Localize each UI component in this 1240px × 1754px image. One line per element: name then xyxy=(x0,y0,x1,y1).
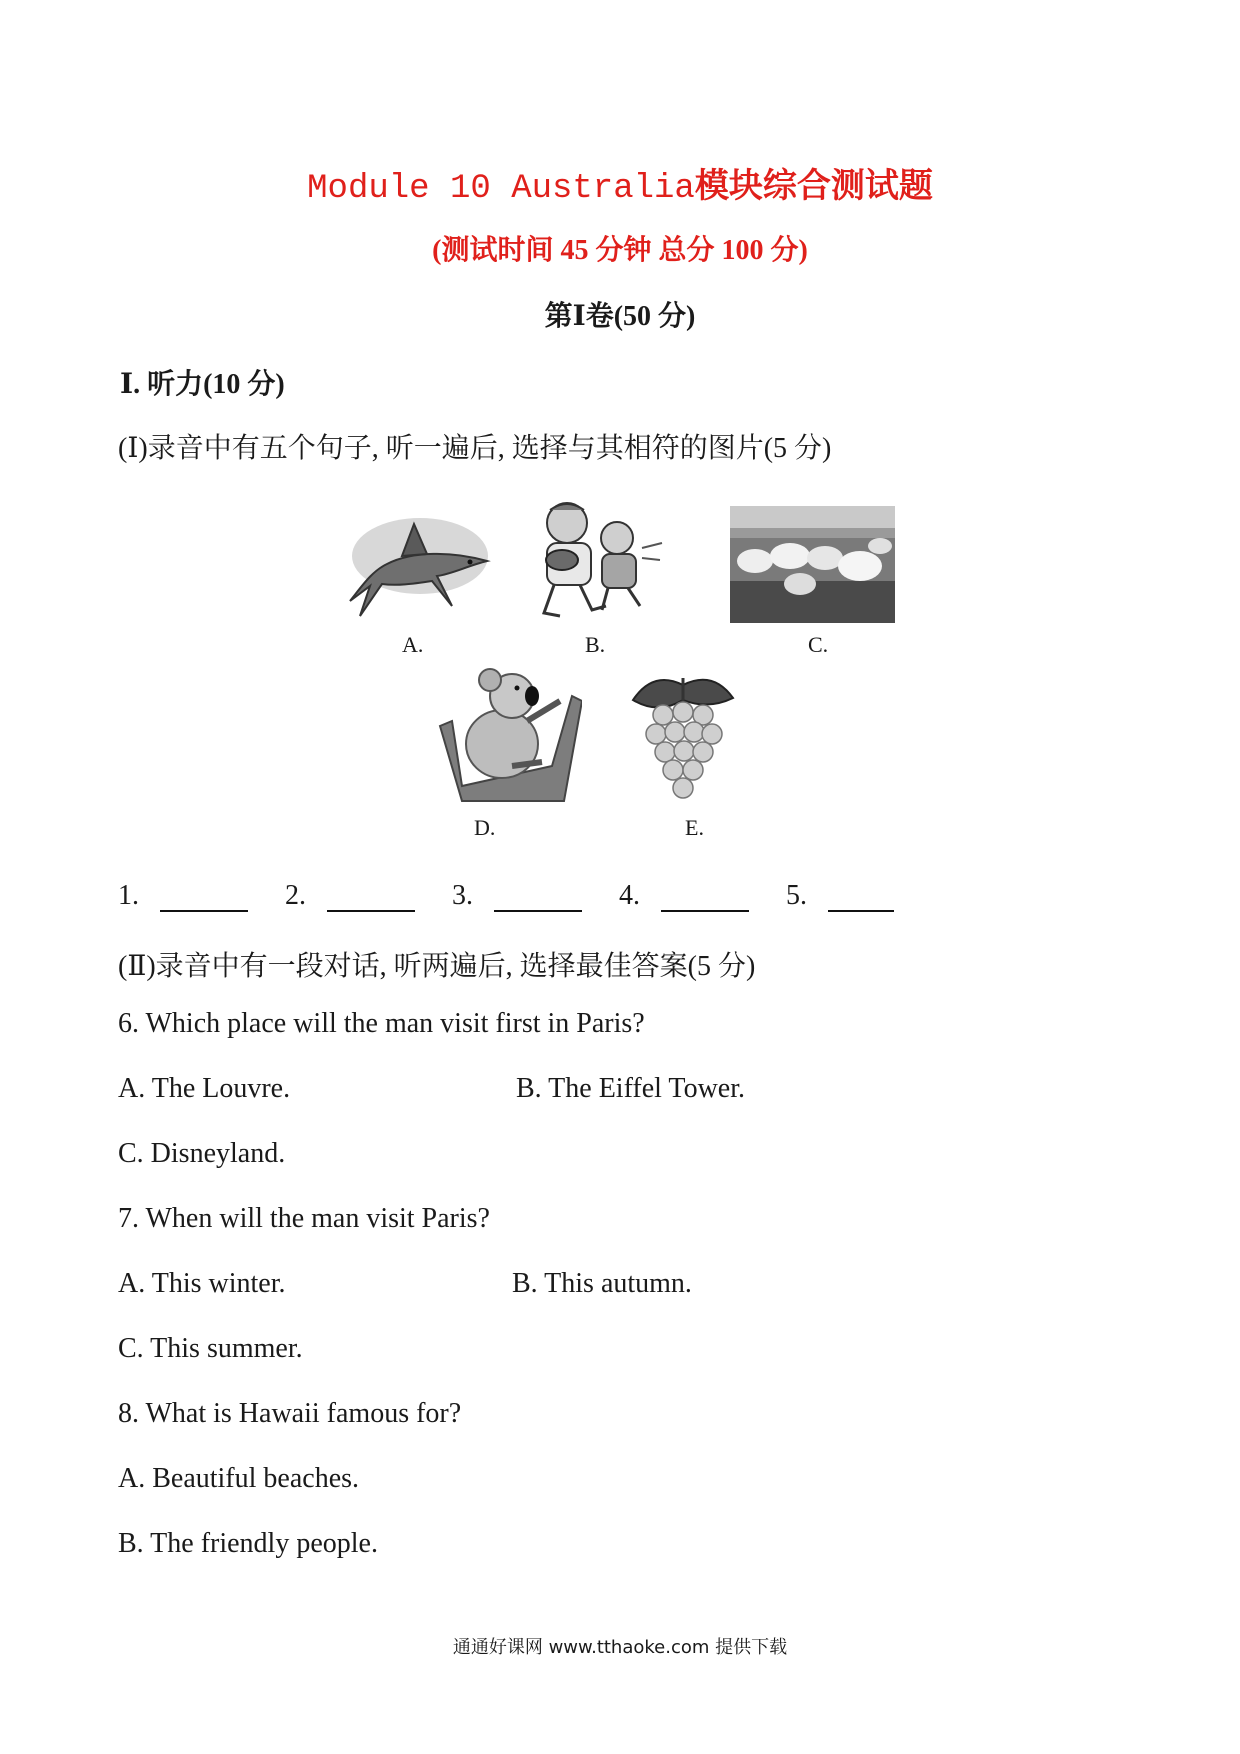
blank-label-3: 3. xyxy=(452,880,473,911)
question-7-option-c: C. This summer. xyxy=(118,1333,303,1364)
question-6-option-a: A. The Louvre. xyxy=(118,1073,291,1104)
sheep-icon xyxy=(730,506,895,623)
question-8-option-a: A. Beautiful beaches. xyxy=(118,1463,360,1494)
question-6-option-b: B. The Eiffel Tower. xyxy=(516,1073,746,1104)
page-title xyxy=(0,158,1240,208)
picture-label-e: E. xyxy=(685,815,704,840)
title-chinese: 模块综合测试题 xyxy=(694,166,933,206)
picture-label-d: D. xyxy=(474,815,496,840)
grapes-icon xyxy=(628,670,738,810)
answer-blank-4[interactable] xyxy=(661,878,749,912)
answer-blank-5[interactable] xyxy=(828,878,894,912)
picture-label-b: B. xyxy=(585,632,606,657)
picture-label-c: C. xyxy=(808,632,829,657)
question-6-option-c: C. Disneyland. xyxy=(118,1138,286,1169)
rugby-players-icon xyxy=(522,498,667,623)
answer-blanks xyxy=(118,878,894,912)
koala-icon xyxy=(432,666,582,806)
blank-label-1: 1. xyxy=(118,880,139,911)
question-7-option-a: A. This winter. xyxy=(118,1268,286,1299)
question-8-option-b: B. The friendly people. xyxy=(118,1528,378,1559)
blank-label-2: 2. xyxy=(285,880,306,911)
question-8: 8. What is Hawaii famous for? xyxy=(118,1398,462,1429)
listening-part1-instruction: (Ⅰ)录音中有五个句子, 听一遍后, 选择与其相符的图片(5 分) xyxy=(118,433,832,464)
answer-blank-3[interactable] xyxy=(494,878,582,912)
footer-source: 通通好课网 www.tthaoke.com 提供下载 xyxy=(452,1637,788,1658)
blank-label-5: 5. xyxy=(786,880,807,911)
question-7: 7. When will the man visit Paris? xyxy=(118,1203,490,1234)
answer-blank-1[interactable] xyxy=(160,878,248,912)
answer-blank-2[interactable] xyxy=(327,878,415,912)
section-heading-listening: Ⅰ. 听力(10 分) xyxy=(120,369,285,400)
question-7-option-b: B. This autumn. xyxy=(512,1268,692,1299)
listening-part2-instruction: (Ⅱ)录音中有一段对话, 听两遍后, 选择最佳答案(5 分) xyxy=(118,951,756,982)
question-6: 6. Which place will the man visit first in Paris? xyxy=(118,1008,645,1039)
test-info: (测试时间 45 分钟 总分 100 分) xyxy=(432,235,808,266)
shark-icon xyxy=(342,506,492,621)
picture-label-a: A. xyxy=(402,632,424,657)
title-english: Module 10 Australia xyxy=(307,170,695,208)
blank-label-4: 4. xyxy=(619,880,640,911)
part-heading: 第Ⅰ卷(50 分) xyxy=(544,301,696,332)
